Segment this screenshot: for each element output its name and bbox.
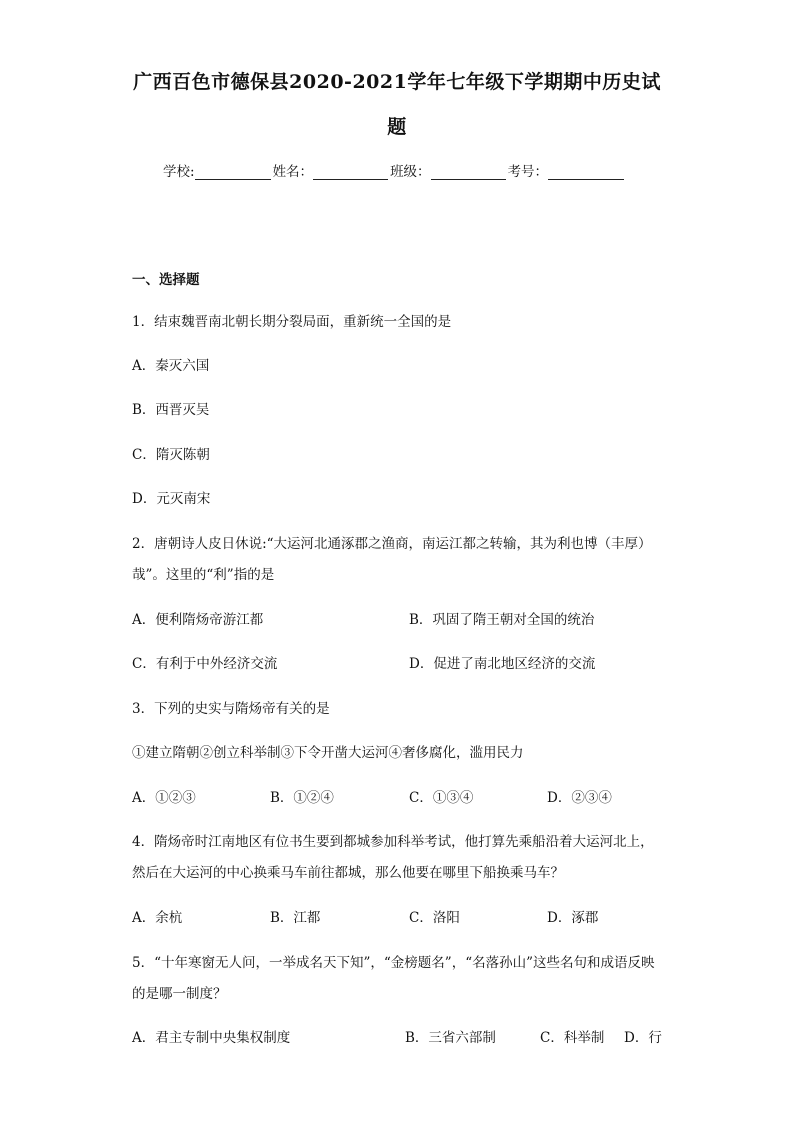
question-4-option-b[interactable]: B．江都	[270, 910, 321, 926]
question-2-option-d[interactable]: D．促进了南北地区经济的交流	[409, 656, 596, 672]
question-4-option-a[interactable]: A．余杭	[132, 910, 183, 926]
question-2-option-c[interactable]: C．有利于中外经济交流	[132, 656, 278, 672]
exam-no-field	[508, 160, 627, 180]
question-5-option-a[interactable]: A．君主专制中央集权制度	[132, 1030, 291, 1046]
question-1-option-d[interactable]: D．元灭南宋	[132, 491, 211, 507]
exam-title-line-2: 题	[387, 116, 407, 138]
question-3-option-b[interactable]: B．①②④	[270, 790, 334, 806]
question-1-option-a[interactable]: A．秦灭六国	[132, 358, 210, 374]
name-blank[interactable]	[313, 165, 388, 180]
question-1-option-b[interactable]: B．西晋灭吴	[132, 402, 210, 418]
exam-title-line-1: 广西百色市德保县2020-2021学年七年级下学期期中历史试	[133, 71, 661, 93]
school-field	[163, 160, 273, 180]
question-5-stem-line-2: 的是哪一制度？	[132, 986, 227, 1002]
class-label: 班级：	[390, 164, 431, 180]
question-2-option-b[interactable]: B．巩固了隋王朝对全国的统治	[409, 612, 595, 628]
exam-no-label: 考号：	[507, 164, 549, 180]
question-5-option-c[interactable]: C．科举制	[540, 1030, 605, 1046]
section-heading: 一、选择题	[132, 272, 200, 288]
class-blank[interactable]	[431, 165, 506, 180]
question-3-statements: ①建立隋朝②创立科举制③下令开凿大运河④奢侈腐化，滥用民力	[132, 745, 524, 761]
class-field	[390, 160, 508, 180]
question-4-stem-line-2: 然后在大运河的中心换乘马车前往都城，那么他要在哪里下船换乘马车？	[132, 865, 564, 881]
name-label: 姓名：	[272, 164, 314, 180]
question-1-option-c[interactable]: C．隋灭陈朝	[132, 447, 210, 463]
question-3-option-a[interactable]: A．①②③	[132, 790, 196, 806]
question-2-option-a[interactable]: A．便利隋炀帝游江都	[132, 612, 264, 628]
question-3-option-d[interactable]: D．②③④	[547, 790, 612, 806]
question-5-option-b[interactable]: B．三省六部制	[405, 1030, 496, 1046]
question-4-option-d[interactable]: D．涿郡	[547, 910, 599, 926]
question-4-stem-line-1: 4．隋炀帝时江南地区有位书生要到都城参加科举考试，他打算先乘船沿着大运河北上，	[132, 834, 654, 850]
student-info-row	[163, 160, 626, 180]
exam-no-blank[interactable]	[548, 165, 624, 180]
question-4-option-c[interactable]: C．洛阳	[409, 910, 460, 926]
question-2-stem-line-2: 哉”。这里的“利”指的是	[132, 567, 275, 583]
school-label: 学校:	[163, 164, 195, 180]
school-blank[interactable]	[195, 165, 271, 180]
question-5-stem-line-1: 5．“十年寒窗无人问，一举成名天下知”，“金榜题名”，“名落孙山”这些名句和成语反映	[132, 955, 655, 971]
name-field	[273, 160, 391, 180]
question-3-stem: 3．下列的史实与隋炀帝有关的是	[132, 701, 330, 717]
question-1-stem: 1．结束魏晋南北朝长期分裂局面，重新统一全国的是	[132, 314, 452, 330]
question-5-option-d[interactable]: D．行	[624, 1030, 662, 1046]
question-2-stem-line-1: 2．唐朝诗人皮日休说:“大运河北通涿郡之渔商，南运江都之转输，其为利也博（丰厚）	[132, 536, 652, 552]
question-3-option-c[interactable]: C．①③④	[409, 790, 474, 806]
